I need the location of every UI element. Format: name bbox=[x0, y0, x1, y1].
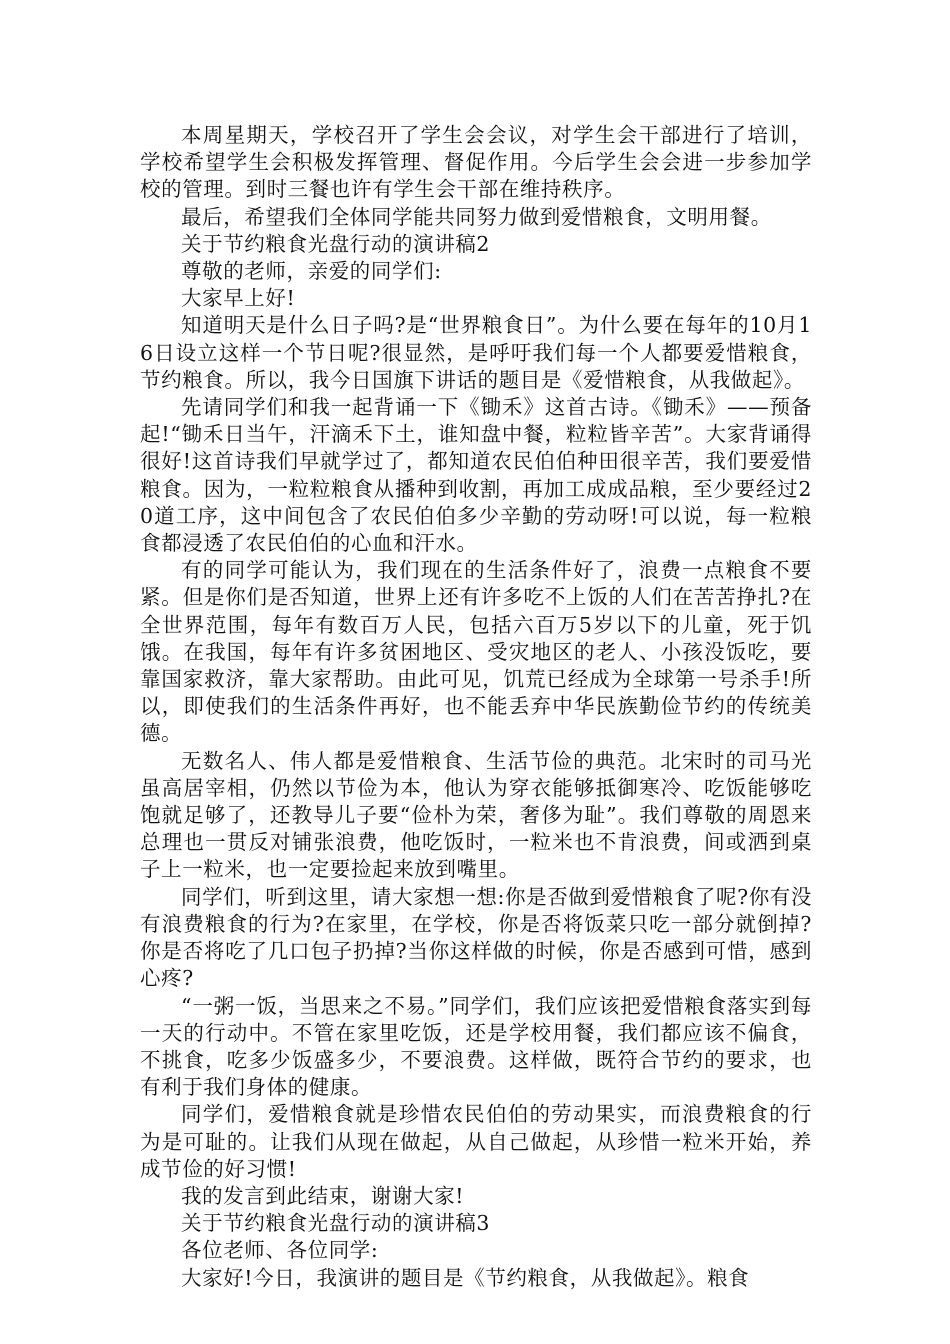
document-body bbox=[140, 122, 812, 1292]
paragraph: 同学们，听到这里，请大家想一想:你是否做到爱惜粮食了呢?你有没有浪费粮食的行为?在家里，在学校，你是否将饭菜只吃一部分就倒掉?你是否将吃了几口包子扔掉?当你这样做的时候，你是否感到可惜，感到心疼? bbox=[140, 884, 812, 991]
paragraph: 先请同学们和我一起背诵一下《锄禾》这首古诗。《锄禾》——预备起!“锄禾日当午，汗滴禾下土，谁知盘中餐，粒粒皆辛苦”。大家背诵得很好!这首诗我们早就学过了，都知道农民伯伯种田很辛苦，我们要爱惜粮食。因为，一粒粒粮食从播种到收割，再加工成成品粮，至少要经过20道工序，这中间包含了农民伯伯多少辛勤的劳动呀!可以说，每一粒粮食都浸透了农民伯伯的心血和汗水。 bbox=[140, 395, 812, 556]
paragraph: “一粥一饭，当思来之不易。”同学们，我们应该把爱惜粮食落实到每一天的行动中。不管在家里吃饭，还是学校用餐，我们都应该不偏食，不挑食，吃多少饭盛多少，不要浪费。这样做，既符合节约的要求，也有利于我们身体的健康。 bbox=[140, 993, 812, 1100]
paragraph: 知道明天是什么日子吗?是“世界粮食日”。为什么要在每年的10月16日设立这样一个节日呢?很显然，是呼吁我们每一个人都要爱惜粮食，节约粮食。所以，我今日国旗下讲话的题目是《爱惜粮食，从我做起》。 bbox=[140, 313, 812, 392]
paragraph: 大家好!今日，我演讲的题目是《节约粮食，从我做起》。粮食 bbox=[181, 1265, 750, 1290]
section-heading: 关于节约粮食光盘行动的演讲稿3 bbox=[181, 1211, 491, 1236]
salutation: 各位老师、各位同学: bbox=[181, 1238, 379, 1263]
closing-line: 我的发言到此结束，谢谢大家! bbox=[181, 1183, 465, 1208]
paragraph: 无数名人、伟人都是爱惜粮食、生活节俭的典范。北宋时的司马光虽高居宰相，仍然以节俭为本，他认为穿衣能够抵御寒冷、吃饭能够吃饱就足够了，还教导儿子要“俭朴为荣，奢侈为耻”。我们尊敬的周恩来总理也一贯反对铺张浪费，他吃饭时，一粒米也不肯浪费，间或洒到桌子上一粒米，也一定要捡起来放到嘴里。 bbox=[140, 748, 812, 882]
paragraph: 本周星期天，学校召开了学生会会议，对学生会干部进行了培训，学校希望学生会积极发挥管理、督促作用。今后学生会会进一步参加学校的管理。到时三餐也许有学生会干部在维持秩序。 bbox=[140, 123, 812, 202]
paragraph: 同学们，爱惜粮食就是珍惜农民伯伯的劳动果实，而浪费粮食的行为是可耻的。让我们从现在做起，从自己做起，从珍惜一粒米开始，养成节俭的好习惯! bbox=[140, 1102, 812, 1181]
section-heading: 关于节约粮食光盘行动的演讲稿2 bbox=[181, 231, 491, 256]
greeting: 大家早上好! bbox=[181, 286, 296, 311]
paragraph: 最后，希望我们全体同学能共同努力做到爱惜粮食，文明用餐。 bbox=[181, 204, 772, 229]
salutation: 尊敬的老师，亲爱的同学们: bbox=[181, 259, 442, 284]
paragraph: 有的同学可能认为，我们现在的生活条件好了，浪费一点粮食不要紧。但是你们是否知道，世界上还有许多吃不上饭的人们在苦苦挣扎?在全世界范围，每年有数百万人民，包括六百万5岁以下的儿童，死于饥饿。在我国，每年有许多贫困地区、受灾地区的老人、小孩没饭吃，要靠国家救济，靠大家帮助。由此可见，饥荒已经成为全球第一号杀手!所以，即使我们的生活条件再好，也不能丢弃中华民族勤俭节约的传统美德。 bbox=[140, 558, 812, 746]
